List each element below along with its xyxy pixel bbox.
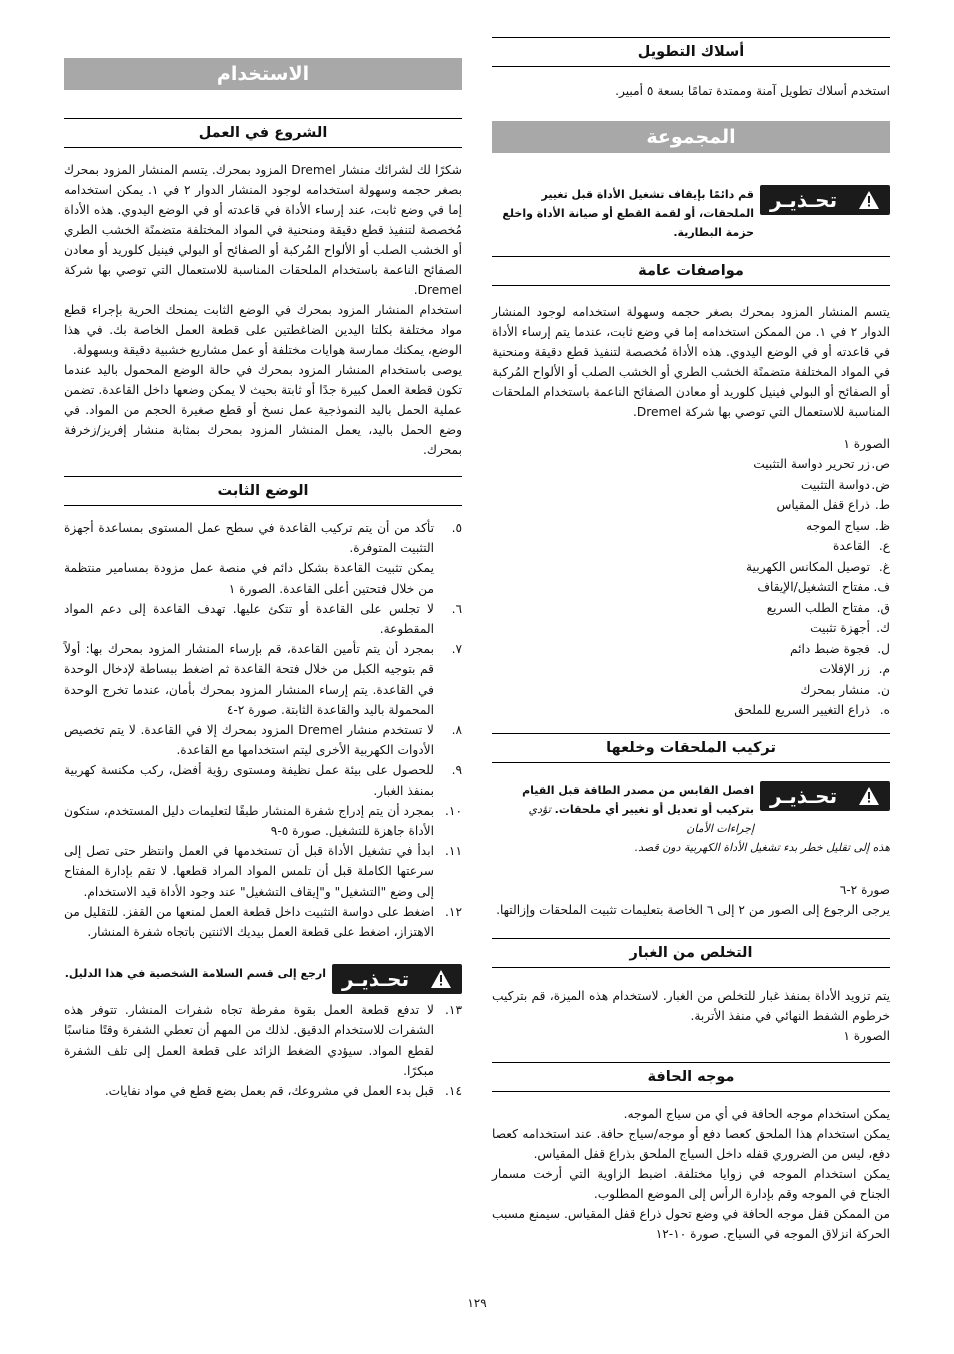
specs-text: يتسم المنشار المزود بمحرك بصغر حجمه وسهولة استخدامه لوجود المنشار الدوار ٢ في ١. من الممكن استخدامه إما في وضع ثابت، عندما يتم إرساء الأداة في قاعدته أو في الوضع اليدوي. هذه الأداة مُخصصة لتنفيذ قطع دقيقة ومنحنية في المواد المختلفة متضمنًة الخشب الطري أو الخشب الصلب أو الألواح المُركبة أو الصفائح أو البولي فينيل كلوريد أو معادن الصفائح الناعمة باستخدام الملحقات المناسبة للاستعمال التي توصي بها شركة Dremel. [492,305,891,419]
part-key: ف. [873,580,890,594]
step-number: ١١. [445,844,462,859]
numbered-step [64,760,462,800]
part-key: ق. [876,600,890,615]
part-key: م. [878,662,890,676]
numbered-step [64,558,462,598]
step-text: تأكد من أن يتم تركيب القاعدة في سطح عمل المستوى بمساعدة أجهزة التثبيت المتوفرة. [64,521,434,556]
part-key: ك. [876,621,890,635]
part-key: ع. [878,539,890,553]
part-label: ذراع التغيير السريع للملحق [734,703,870,717]
edge-guide-p2: يمكن استخدام هذا الملحق كعصا دفع أو موجه/سياج حافة. عند استخدامه كعصا دفع، ليس من الضروري قفله داخل السياج الملحق بذراع قفل المقياس. [492,1126,890,1161]
part-key: ظ. [874,518,890,533]
fixed-mode-list [64,518,462,942]
warning-text-2-continued: هذه إلى تقليل خطر بدء تشغيل الأداة الكهربية دون قصد. [634,840,890,854]
part-label: زر الإفلات [819,662,870,676]
extension-cords-text: استخدم أسلاك تطويل آمنة وممتدة تمامًا بسعة ٥ أمبير. [615,84,890,98]
step-text: اضغط على دواسة التثبيت داخل قطعة العمل لمنعها من القفز. للتقليل من الاهتزاز، اضغط على قطعة العمل بيديك الاثنتين باتجاه شفرة المنشار. [64,904,434,940]
numbered-step [64,902,462,942]
parts-list-item [492,700,890,721]
step-number: ٩. [451,763,462,778]
step-text: لا تستخدم منشار Dremel المزود بمحرك إلا في القاعدة. لا يتم تخصيص الأدوات الكهربية الأخرى ليتم استخدامها مع القاعدة. [64,723,434,758]
part-key: غ. [878,559,890,574]
parts-list-item [492,680,890,701]
dust-figure: الصورة ١ [843,1028,890,1043]
part-label: دواسة التثبيت [800,477,870,492]
step-text: يمكن تثبيت القاعدة بشكل دائم في منصة عمل مزودة بمسامير منتظمة من خلال فتحتين أعلى القاعدة. الصورة ١ [64,561,434,596]
numbered-step [64,841,462,902]
accessories-heading: تركيب الملحقات وخلعها [492,733,890,763]
edge-guide-p4: من الممكن قفل موجه الحافة في وضع تحول ذراع قفل المقياس. سيمنع مسبب الحركة انزلاق الموجه في السياج. صورة ١٠-١٢ [492,1206,890,1241]
part-label: منشار بمحرك [800,682,870,697]
part-key: ض. [871,477,890,492]
warning-triangle-icon [858,786,880,806]
numbered-step [64,1000,462,1081]
right-column [492,0,890,1244]
edge-guide-p3: يمكن استخدام الموجه في زوايا مختلفة. اضبط الزاوية التي أرخت مسمار الجناح في الموجه وقم بإدارة الرأس إلى الموضع المطلوب. [492,1166,890,1201]
parts-list-item [492,557,890,578]
step-number: ٥. [451,521,462,535]
part-key: ه. [879,703,890,717]
getting-started-p3: يوصى باستخدام المنشار المزود بمحرك في حالة الوضع المحمول باليد عندما تكون قطعة العمل كبيرة جدًا أو ثابتة بحيث لا يمكن وضعها داخل القاعدة. تضمن عملية الحمل باليد النموذجية عمل نسخ أو قطع صغيرة الحجم من المواد. في وضع الحمل باليد، يعمل المنشار المزود بمحرك بمثابة منشار إفريز/زخرفة بمحرك. [64,363,462,457]
left-column [64,0,462,1101]
figure-label: الصورة ١ [843,437,890,451]
parts-list-item [492,495,890,516]
step-text: قبل بدء العمل في مشروعك، قم بعمل بضع قطع في مواد نفايات. [104,1084,434,1099]
usage-banner: الاستخدام [64,58,462,90]
parts-list-item [492,618,890,639]
part-label: فجوة ضبط دائم [789,641,870,656]
part-label: توصيل المكانس الكهربية [746,559,870,574]
parts-list-item [492,454,890,475]
parts-list-item [492,516,890,537]
step-number: ١٣. [445,1003,462,1018]
parts-list-item [492,577,890,598]
step-number: ٧. [451,642,462,657]
accessories-text: يرجى الرجوع إلى الصور من ٢ إلى ٦ الخاصة بتعليمات تثبيت الملحقات وإزالتها. [496,902,890,917]
numbered-step [64,720,462,760]
numbered-step [64,639,462,720]
getting-started-heading: الشروع في العمل [64,118,462,148]
part-key: ن. [877,682,890,697]
step-number: ١٤. [445,1084,462,1099]
part-key: ص. [871,457,890,471]
part-label: أجهزة تثبيت [810,621,870,635]
parts-list [492,454,890,721]
step-number: ٨. [451,723,462,738]
numbered-step [64,1081,462,1101]
assembly-banner: المجموعة [492,121,890,153]
numbered-step [64,801,462,841]
warning-badge: تحـذيـر [760,781,890,811]
part-label: القاعدة [832,539,870,553]
step-number: ١٠. [445,803,462,818]
getting-started-p1: شكرًا لك لشرائك منشار Dremel المزود بمحرك. يتسم المنشار المزود بمحرك بصغر حجمه وسهولة استخدامه لوجود المنشار الدوار ٢ في ١. يمكن استخدامه إما في وضع ثابت، عند إرساء الأداة في قاعدته أو في الوضع اليدوي. هذه الأداة مُخصصة لتنفيذ قطع دقيقة ومنحنية في المواد المختلفة متضمنًة الخشب الطري أو الخشب الصلب أو الألواح المُركبة أو الصفائح أو البولي فينيل كلوريد أو معادن الصفائح الناعمة باستخدام الملحقات المناسبة للاستعمال التي توصي بها شركة Dremel. [64,163,462,297]
dust-text: يتم تزويد الأداة بمنفذ غبار للتخلص من الغبار. لاستخدام هذه الميزة، قم بتركيب خرطوم الشفط النهائي في منفذ الأتربة. [492,988,890,1023]
part-label: زر تحرير دواسة التثبيت [753,457,870,471]
after-warning-list [64,1000,462,1101]
numbered-step [64,518,462,558]
parts-list-item [492,536,890,557]
warning-box-3 [64,964,462,994]
part-label: مفتاح الطلب السريع [766,600,870,615]
warning-text-2: افصل القابس من مصدر الطاقة قبل القيام بتركيب أو تعديل أو تغيير أي ملحقات. تؤدي إجراءات الأمان [522,783,754,835]
parts-list-item [492,475,890,496]
part-key: ط. [874,498,890,512]
parts-list-item [492,598,890,619]
parts-list-item [492,639,890,660]
step-text: لا تدفع قطعة العمل بقوة مفرطة تجاه شفرات المنشار. تتوفر هذه الشفرات للاستخدام الدقيق. لذلك من المهم أن تعطي الشفرة وقتًا مناسبًا لقطع المواد. سيؤدي الضغط الزائد على قطعة العمل إلى تلف الشفرة مبكرًا. [64,1003,434,1078]
edge-guide-heading: موجه الحافة [492,1062,890,1092]
dust-heading: التخلص من الغبار [492,938,890,968]
step-text: بمجرد أن يتم تأمين القاعدة، قم بإرساء المنشار المزود بمحرك بها: أولاً قم بتوجيه الكبل من خلال فتحة القاعدة ثم اضغط ببساطة لإدخال الوحدة في القاعدة. يتم إرساء المنشار المزود بمحرك بأمان، عندما تخرج الوحدة المحمولة باليد والقاعدة الثابتة. صورة ٢-٤ [64,642,434,717]
warning-box-2 [492,781,890,838]
extension-cords-heading: أسلاك التطويل [492,37,890,67]
getting-started-p2: استخدام المنشار المزود بمحرك في الوضع الثابت يمنحك الحرية بإجراء قطع مواد مختلفة بكلتا اليدين الضاغطتين على قطعة العمل الخاصة بك. في هذا الوضع، يمكنك ممارسة هوايات مختلفة أو عمل مشاريع خشبية دقيقة وبسهولة. [64,303,462,357]
warning-badge: تحـذيـر [332,964,462,994]
numbered-step [64,599,462,639]
step-text: بمجرد أن يتم إدراج شفرة المنشار طبقًا لتعليمات دليل المستخدم، ستكون الأداة جاهزة للتشغيل. صورة ٥-٩ [64,803,434,839]
part-label: سياج الموجه [806,518,870,533]
edge-guide-p1: يمكن استخدام موجه الحافة في أي من سياج الموجه. [623,1106,890,1121]
warning-box-1 [492,185,890,242]
part-label: مفتاح التشغيل/الإيقاف [757,580,870,594]
step-text: ابدأ في تشغيل الأداة قبل أن تستخدمها في العمل وانتظر حتى تصل إلى سرعتها الكاملة قبل أن تلمس المواد المراد قطعها. لا تقم بإدارة المفتاح إلى وضع "التشغيل" و"إيقاف التشغيل" عند وجود الأداة قيد الاستخدام. [64,844,434,899]
step-text: لا تجلس على القاعدة أو تتكئ عليها. تهدف القاعدة إلى دعم المواد المقطوعة. [64,601,434,637]
warning-badge: تحـذيـر [760,185,890,215]
warning-text-3: ارجع إلى قسم السلامة الشخصية في هذا الدليل. [64,967,326,981]
warning-text-1: قم دائمًا بإيقاف تشغيل الأداة قبل تغيير الملحقات، أو لقمة القطع أو صيانة الأداة واخلع حزمة البطارية. [502,188,754,239]
warning-triangle-icon [858,190,880,210]
step-number: ١٢. [445,904,462,919]
specs-heading: مواصفات عامة [492,256,890,286]
step-number: ٦. [451,601,462,616]
part-key: ل. [877,641,890,656]
step-text: للحصول على بيئة عمل نظيفة ومستوى رؤية أفضل، ركب مكنسة كهربية بمنفذ الغبار. [64,763,434,798]
accessories-figure: صورة ٢-٦ [839,882,890,897]
page-number: ١٢٩ [467,1296,487,1310]
part-label: ذراع قفل المقياس [776,498,870,512]
warning-triangle-icon [430,969,452,989]
parts-list-item [492,659,890,680]
fixed-mode-heading: الوضع الثابت [64,476,462,506]
